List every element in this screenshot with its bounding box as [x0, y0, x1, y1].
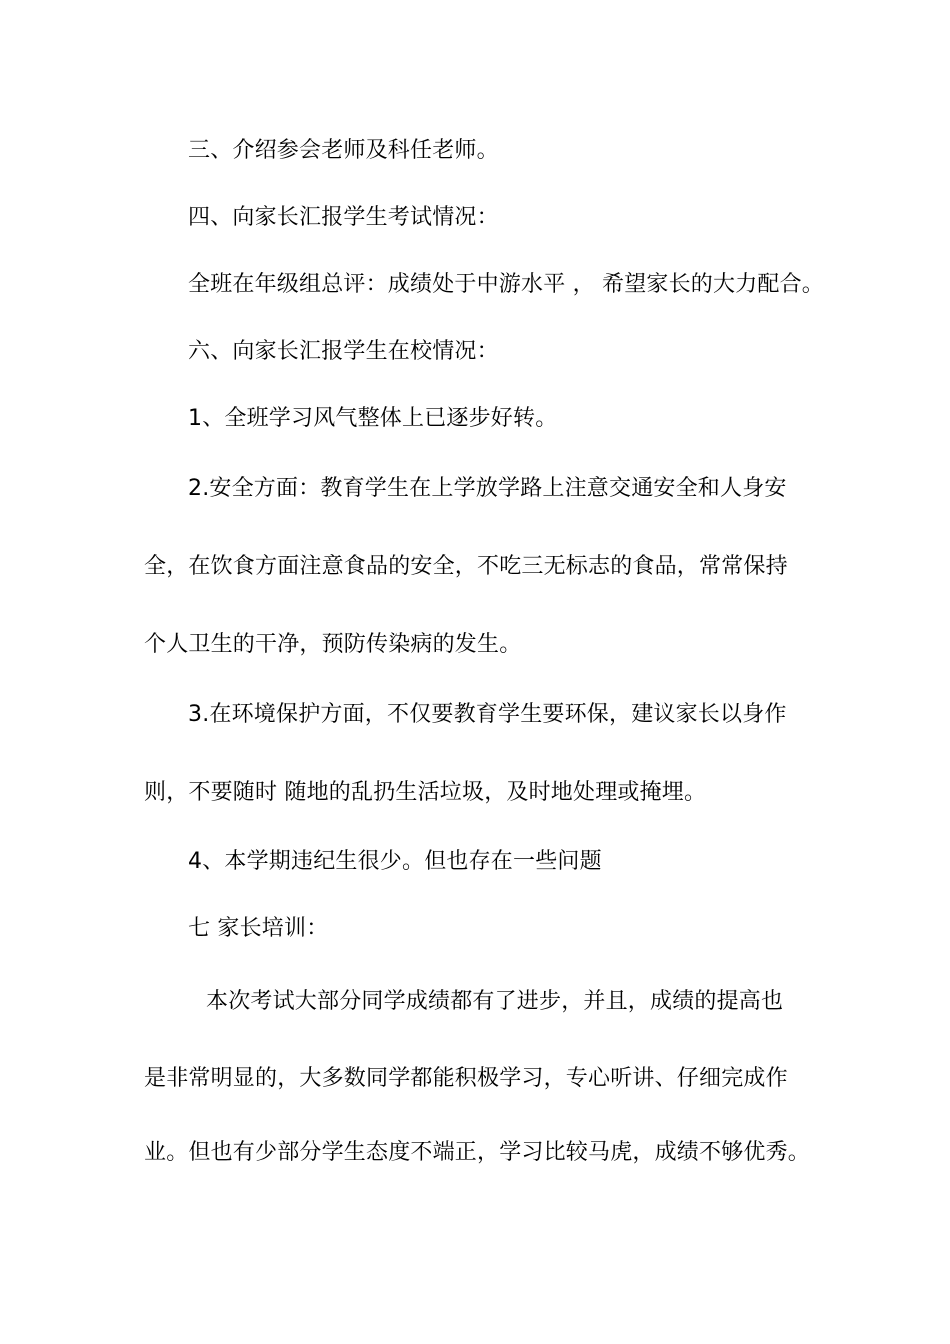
section-heading: 六、向家长汇报学生在校情况：	[188, 339, 499, 364]
paragraph-line: 业。但也有少部分学生态度不端正，学习比较马虎，成绩不够优秀。	[144, 1140, 811, 1165]
section-heading: 三、介绍参会老师及科任老师。	[188, 138, 499, 163]
paragraph-line: 2.安全方面：教育学生在上学放学路上注意交通安全和人身安	[188, 476, 787, 501]
list-item: 1、全班学习风气整体上已逐步好转。	[188, 406, 558, 431]
paragraph-line: 是非常明显的，大多数同学都能积极学习，专心听讲、仔细完成作	[144, 1066, 788, 1091]
section-heading: 四、向家长汇报学生考试情况：	[188, 205, 499, 230]
list-item: 4、本学期违纪生很少。但也存在一些问题	[188, 849, 602, 874]
paragraph-line: 则，不要随时 随地的乱扔生活垃圾，及时地处理或掩埋。	[144, 780, 707, 805]
paragraph-line: 个人卫生的干净，预防传染病的发生。	[144, 632, 522, 657]
paragraph-line: 全班在年级组总评：成绩处于中游水平 ， 希望家长的大力配合。	[188, 272, 824, 297]
section-heading: 七 家长培训：	[188, 916, 329, 941]
paragraph-line: 3.在环境保护方面，不仅要教育学生要环保，建议家长以身作	[188, 702, 787, 727]
paragraph-line: 本次考试大部分同学成绩都有了进步，并且，成绩的提高也	[206, 989, 784, 1014]
paragraph-line: 全，在饮食方面注意食品的安全，不吃三无标志的食品，常常保持	[144, 554, 788, 579]
